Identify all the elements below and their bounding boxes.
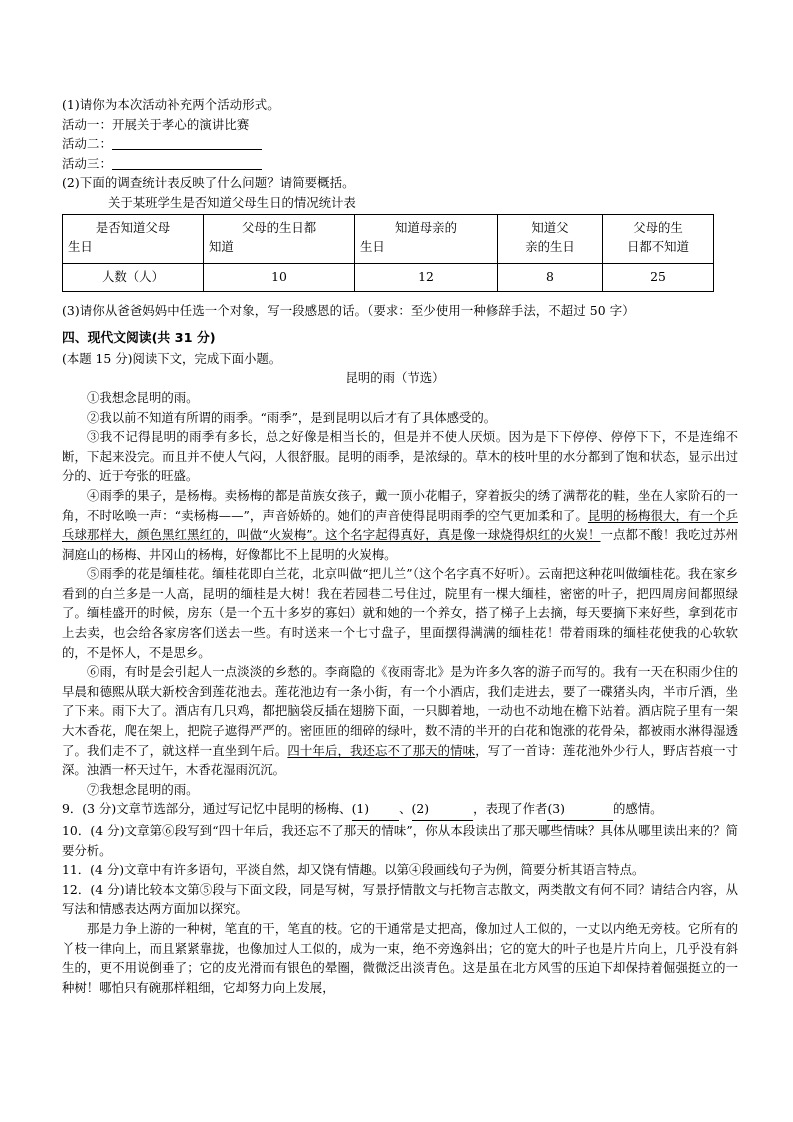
stat-table bbox=[62, 214, 714, 292]
question-10: 10．(4 分)文章第⑥段写到“四十年后，我还忘不了那天的情味”，你从本段读出了那天哪些情味？具体从哪里读出来的？简要分析。 bbox=[62, 823, 738, 858]
activity-one-text: 活动一：开展关于孝心的演讲比赛 bbox=[62, 116, 250, 132]
header-line-2: 亲的生日 bbox=[525, 238, 575, 254]
row-label-cell: 人数（人） bbox=[63, 263, 204, 291]
paragraph-1: ①我想念昆明的雨。 bbox=[87, 389, 199, 405]
comparison-excerpt: 那是力争上游的一种树，笔直的干，笔直的枝。它的干通常是丈把高，像加过人工似的，一丈以内绝无旁枝。它所有的丫枝一律向上，而且紧紧靠拢，也像加过人工似的，成为一束，绝不旁逸斜出；它的宽大的叶子也是片片向上，几乎没有斜生的，更不用说倒垂了；它的皮光滑而有银色的晕圈，微微泛出淡青色。这是虽在北方风雪的压迫下却保持着倔强挺立的一种树！哪怕只有碗那样粗细，它却努力向上发展， bbox=[62, 920, 738, 995]
question-9-text-end: 的感情。 bbox=[613, 801, 663, 817]
question-1-prompt: (1)请你为本次活动补充两个活动形式。 bbox=[62, 97, 280, 112]
paragraph-2: ②我以前不知道有所谓的雨季。“雨季”，是到昆明以后才有了具体感受的。 bbox=[87, 409, 497, 425]
paragraph-7: ⑦我想念昆明的雨。 bbox=[87, 781, 199, 797]
paragraph-4-part-b: 一点都不酸！我吃过苏州洞庭山的杨梅、井冈山的杨梅，好像都比不上昆明的火炭梅。 bbox=[62, 527, 739, 562]
header-line-2: 生日 bbox=[68, 238, 93, 254]
blank-3-label: (3) bbox=[547, 801, 565, 817]
section-heading-modern-reading: 四、现代文阅读(共 31 分) bbox=[62, 331, 216, 347]
header-line-2: 生日 bbox=[360, 238, 385, 254]
question-9-text-mid: ，表现了作者 bbox=[473, 801, 548, 817]
table-header-cell bbox=[498, 214, 603, 263]
paragraph-6-part-b: ，写了一首诗：莲花池外少行人，野店苔痕一寸深。浊酒一杯天过午，木香花湿雨沉沉。 bbox=[62, 742, 739, 778]
paragraph-4-part-a: ④雨季的果子，是杨梅。卖杨梅的都是苗族女孩子，戴一顶小花帽子，穿着扳尖的绣了满帮花的鞋，坐在人家阶石的一角，不时吆唤一声：“卖杨梅——”，声音娇娇的。她们的声音使得昆明雨季的空气更加柔和了。 bbox=[62, 487, 738, 523]
question-12: 12．(4 分)请比较本文第⑤段与下面文段，同是写树，写景抒情散文与托物言志散文，两类散文有何不同？请结合内容，从写法和情感表达两方面加以探究。 bbox=[62, 881, 738, 917]
activity-three-label: 活动三： bbox=[62, 155, 112, 171]
blank-1-label: (1) bbox=[351, 801, 370, 817]
paragraph-4-underlined-sentence: 昆明的杨梅很大，有一个乒乓球那样大，颜色黑红黑红的，叫做“火炭梅”。这个名字起得真好，真是像一球烧得炽红的火炭！ bbox=[62, 507, 739, 543]
table-header-row bbox=[63, 214, 714, 263]
paragraph-4 bbox=[62, 486, 738, 564]
question-11: 11．(4 分)文章中有许多语句，平淡自然，却又饶有情趣。以第④段画线句子为例，简要分析其语言特点。 bbox=[62, 862, 645, 878]
question-9-blank-1[interactable] bbox=[352, 799, 400, 821]
paragraph-6-underlined-sentence: 四十年后，我还忘不了那天的情味 bbox=[287, 742, 476, 758]
table-cell-value: 25 bbox=[603, 263, 714, 291]
activity-three-row bbox=[62, 154, 738, 174]
header-line-1: 父母的生 bbox=[633, 219, 683, 235]
header-line-2: 知道 bbox=[209, 238, 234, 254]
activity-three-answer-blank[interactable] bbox=[112, 155, 262, 170]
question-9-blank-3[interactable] bbox=[547, 799, 613, 821]
header-line-1: 知道母亲的 bbox=[395, 219, 457, 235]
activity-two-answer-blank[interactable] bbox=[112, 135, 262, 150]
question-3-prompt: (3)请你从爸爸妈妈中任选一个对象，写一段感恩的话。（要求：至少使用一种修辞手法，不超过 50 字） bbox=[62, 302, 635, 318]
table-cell-value: 10 bbox=[204, 263, 355, 291]
header-line-1: 是否知道父母 bbox=[95, 219, 171, 235]
header-line-2: 日都不知道 bbox=[627, 238, 689, 254]
table-header-cell bbox=[204, 214, 355, 263]
question-2-prompt: (2)下面的调查统计表反映了什么问题？请简要概括。 bbox=[62, 175, 355, 191]
header-line-1: 知道父 bbox=[531, 219, 569, 235]
table-row bbox=[63, 263, 714, 291]
page-content bbox=[62, 95, 738, 997]
question-9-blank-2[interactable] bbox=[412, 799, 474, 821]
table-cell-value: 12 bbox=[355, 263, 498, 291]
activity-two-label: 活动二： bbox=[62, 136, 112, 152]
table-header-cell bbox=[603, 214, 714, 263]
paragraph-3: ③我不记得昆明的雨季有多长，总之好像是相当长的，但是并不使人厌烦。因为是下下停停、停停下下，不是连绵不断，下起来没完。而且并不使人气闷，人很舒服。昆明的雨季，是浓绿的。草木的枝叶里的水分都到了饱和状态，显示出过分的、近于夸张的旺盛。 bbox=[62, 429, 738, 484]
section-subheading: (本题 15 分)阅读下文，完成下面小题。 bbox=[62, 350, 282, 366]
activity-two-row bbox=[62, 134, 738, 154]
question-9-text-a: 9．(3 分)文章节选部分，通过写记忆中昆明的杨梅、 bbox=[62, 801, 352, 817]
paragraph-6-part-a: ⑥雨，有时是会引起人一点淡淡的乡愁的。李商隐的《夜雨寄北》是为许多久客的游子而写的。我有一天在积雨少住的早晨和德熙从联大新校舍到莲花池去。莲花池边有一条小街，有一个小酒店，我们走进去，要了一碟猪头肉，半市斤酒，坐了下来。雨下大了。酒店有几只鸡，都把脑袋反插在翅膀下面，一只脚着地，一动也不动地在檐下站着。酒店院子里有一架大木香花，爬在架上，把院子遮得严严的。密匝匝的细碎的绿叶，数不清的半开的白花和饱涨的花骨朵，都被雨水淋得湿透了。我们走不了，就这样一直坐到午后。 bbox=[62, 664, 738, 758]
table-cell-value: 8 bbox=[498, 263, 603, 291]
stat-table-caption: 关于某班学生是否知道父母生日的情况统计表 bbox=[108, 194, 356, 210]
spacer bbox=[62, 292, 738, 301]
article-title: 昆明的雨（节选） bbox=[345, 370, 445, 386]
blank-2-label: (2) bbox=[411, 801, 430, 817]
paragraph-5: ⑤雨季的花是缅桂花。缅桂花即白兰花，北京叫做“把儿兰”（这个名字真不好听）。云南把这种花叫做缅桂花。我在家乡看到的白兰多是一人高，昆明的缅桂是大树！我在若园巷二号住过，院里有一棵大缅桂，密密的叶子，把四周房间都照绿了。缅桂盛开的时候，房东（是一个五十多岁的寡妇）就和她的一个养女，搭了梯子上去摘，每天要摘下来好些，拿到花市上去卖，也会给各家房客们送去一些。有时送来一个七寸盘子，里面摆得满满的缅桂花！带着雨珠的缅桂花使我的心软软的，不是怀人，不是思乡。 bbox=[62, 566, 738, 660]
spacer bbox=[62, 320, 738, 329]
table-header-cell bbox=[63, 214, 204, 263]
q9-sep-1: 、 bbox=[399, 801, 412, 817]
header-line-1: 父母的生日都 bbox=[241, 219, 317, 235]
table-header-cell bbox=[355, 214, 498, 263]
paragraph-6 bbox=[62, 662, 738, 780]
question-9 bbox=[62, 799, 738, 821]
